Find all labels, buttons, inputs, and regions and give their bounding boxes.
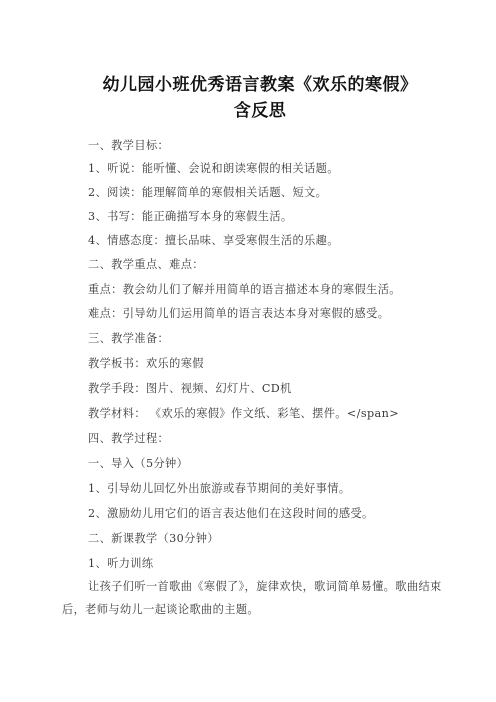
process-intro-step-1: 1、引导幼儿回忆外出旅游或春节期间的美好事情。 [88, 482, 351, 495]
objective-item-2: 2、阅读：能理解简单的寒假相关话题、短文。 [88, 186, 328, 199]
preparation-board: 教学板书：欢乐的寒假 [88, 357, 204, 370]
preparation-means: 教学手段：图片、视频、幻灯片、CD机 [88, 382, 292, 395]
document-title-line1: 幼儿园小班优秀语言教案《欢乐的寒假》 [102, 75, 418, 95]
preparation-materials: 教学材料： 《欢乐的寒假》作文纸、彩笔、摆件。</span> [88, 407, 399, 420]
key-point-text: 重点：教会幼儿们了解并用简单的语言描述本身的寒假生活。 [88, 283, 401, 296]
section-heading-process: 四、教学过程： [88, 432, 170, 445]
section-heading-key-points: 二、教学重点、难点： [88, 258, 204, 271]
document-title-line2: 含反思 [233, 101, 287, 121]
process-new-lesson-heading: 二、新课教学（30分钟） [88, 532, 219, 545]
objective-item-4: 4、情感态度：擅长品味、享受寒假生活的乐趣。 [88, 234, 339, 247]
objective-item-1: 1、听说：能听懂、会说和朗读寒假的相关话题。 [88, 162, 339, 175]
process-intro-step-2: 2、激励幼儿用它们的语言表达他们在这段时间的感受。 [88, 507, 374, 520]
difficulty-text: 难点：引导幼儿们运用简单的语言表达本身对寒假的感受。 [88, 307, 390, 320]
section-heading-objectives: 一、教学目标： [88, 139, 170, 152]
listening-training-heading: 1、听力训练 [88, 557, 154, 570]
listening-training-paragraph: 让孩子们听一首歌曲《寒假了》，旋律欢快，歌词简单易懂。歌曲结束后，老师与幼儿一起谈论歌曲的主题。 [62, 580, 442, 616]
section-heading-preparation: 三、教学准备： [88, 332, 170, 345]
objective-item-3: 3、书写：能正确描写本身的寒假生活。 [88, 210, 293, 223]
process-intro-heading: 一、导入（5分钟） [88, 457, 189, 470]
